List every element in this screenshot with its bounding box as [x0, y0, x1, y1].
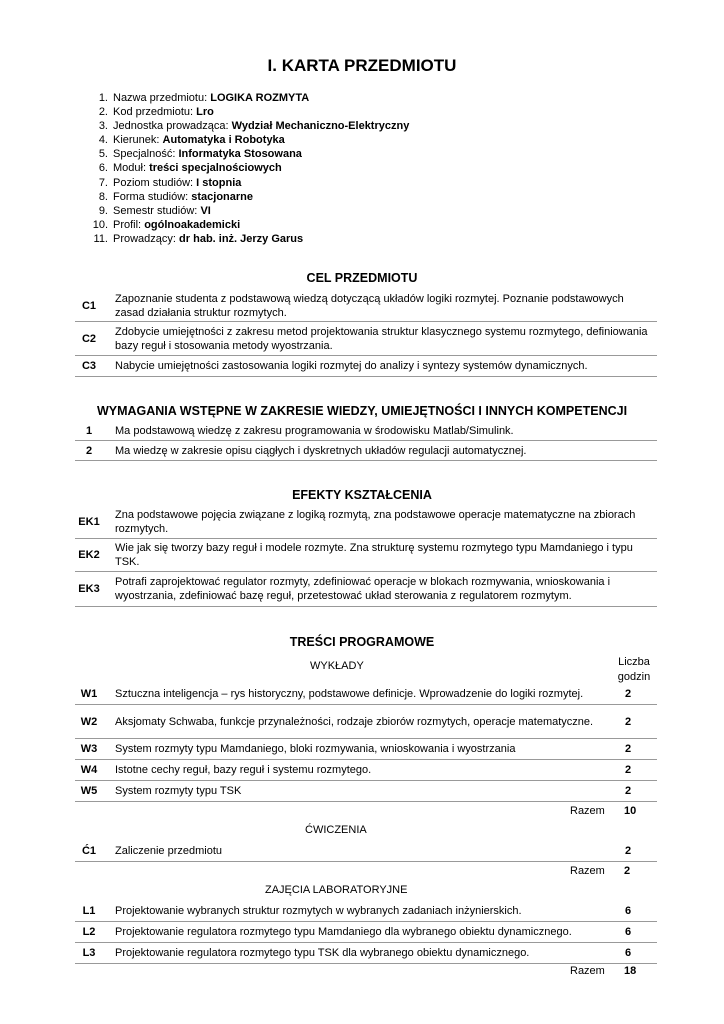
meta-item: 7. Poziom studiów: I stopnia — [98, 176, 242, 189]
table-row — [75, 760, 657, 781]
table-row — [75, 539, 657, 572]
section-title-wymagania: WYMAGANIA WSTĘPNE W ZAKRESIE WIEDZY, UMIEJĘTNOŚCI I INNYCH KOMPETENCJI — [96, 404, 628, 418]
row-text: Ma wiedzę w zakresie opisu ciągłych i dyskretnych układów regulacji automatycznej. — [115, 444, 527, 457]
table-row — [75, 739, 657, 760]
row-text: Ma podstawową wiedzę z zakresu programowania w środowisku Matlab/Simulink. — [115, 424, 514, 437]
row-code: W3 — [80, 743, 98, 755]
table-row — [75, 943, 657, 964]
meta-item: 10. Profil: ogólnoakademicki — [92, 218, 241, 231]
row-code: EK1 — [78, 516, 100, 528]
row-text: Aksjomaty Schwaba, funkcje przynależności, rodzaje zbiorów rozmytych, operacje matematyczne. — [115, 715, 594, 728]
row-code: Ć1 — [81, 845, 97, 857]
meta-item: 1. Nazwa przedmiotu: LOGIKA ROZMYTA — [98, 92, 310, 104]
table-row — [75, 441, 657, 461]
row-text: Zapoznanie studenta z podstawową wiedzą dotyczącą układów logiki rozmytej. Poznanie podstawowych zasad działania struktur rozmytych. — [115, 292, 624, 319]
meta-item: 2. Kod przedmiotu: Lro — [98, 106, 214, 119]
meta-item: 5. Specjalność: Informatyka Stosowana — [98, 148, 302, 161]
table-row — [75, 322, 657, 356]
row-text: Zdobycie umiejętności z zakresu metod projektowania struktur klasycznego systemu rozmytego, definiowania bazy reguł i stosowania metody wyostrzania. — [115, 325, 648, 352]
row-code: L1 — [82, 905, 96, 917]
row-code: 2 — [85, 444, 93, 457]
row-hours: 2 — [624, 688, 632, 700]
row-text: Sztuczna inteligencja – rys historyczny, podstawowe definicje. Wprowadzenie do logiki rozmytej. — [115, 688, 584, 700]
table-row — [75, 684, 657, 705]
total-label: Razem — [570, 965, 605, 977]
subsection-label-lab: ZAJĘCIA LABORATORYJNE — [265, 884, 408, 896]
meta-item: 6. Moduł: treści specjalnościowych — [98, 162, 282, 175]
row-text: Zna podstawowe pojęcia związane z logiką rozmytą, zna podstawowe operacje matematyczne na zbiorach rozmytych. — [115, 509, 636, 535]
table-row — [75, 705, 657, 739]
table-row — [75, 922, 657, 943]
row-hours: 2 — [624, 764, 632, 776]
row-code: 1 — [85, 424, 93, 437]
table-row — [75, 841, 657, 862]
subsection-label-wyklady: WYKŁADY — [310, 660, 364, 672]
table-row — [75, 290, 657, 322]
row-hours: 6 — [624, 926, 632, 938]
row-code: C1 — [81, 299, 97, 312]
table-row — [75, 506, 657, 539]
table-row — [75, 901, 657, 922]
total-value: 2 — [624, 865, 631, 877]
meta-item: 9. Semestr studiów: VI — [98, 204, 211, 217]
meta-item: 11. Prowadzący: dr hab. inż. Jerzy Garus — [93, 232, 304, 245]
row-text: Nabycie umiejętności zastosowania logiki rozmytej do analizy i syntezy systemów dynamicznych. — [115, 360, 588, 372]
document-title: I. KARTA PRZEDMIOTU — [267, 56, 457, 75]
course-metadata-list — [90, 91, 409, 246]
row-text: System rozmyty typu TSK — [115, 785, 242, 797]
meta-item: 8. Forma studiów: stacjonarne — [98, 190, 254, 203]
section-title-efekty: EFEKTY KSZTAŁCENIA — [292, 488, 432, 502]
row-code: W1 — [80, 688, 98, 700]
row-hours: 6 — [624, 905, 632, 917]
row-hours: 2 — [624, 845, 632, 857]
meta-item: 4. Kierunek: Automatyka i Robotyka — [98, 134, 285, 147]
row-code: W4 — [80, 764, 98, 776]
row-code: W5 — [80, 785, 98, 797]
table-row — [75, 356, 657, 377]
total-label: Razem — [570, 805, 605, 817]
row-text: Istotne cechy reguł, bazy reguł i systemu rozmytego. — [115, 764, 372, 776]
row-code: C2 — [81, 332, 97, 345]
row-code: C3 — [81, 360, 97, 372]
row-hours: 2 — [624, 715, 632, 728]
row-hours: 6 — [624, 947, 632, 959]
total-value: 10 — [624, 805, 637, 817]
row-code: EK2 — [78, 549, 100, 561]
row-code: L2 — [82, 926, 96, 938]
row-text: Wie jak się tworzy bazy reguł i modele rozmyte. Zna strukturę systemu rozmytego typu Mamdaniego i typu TSK. — [115, 542, 633, 568]
row-code: L3 — [82, 947, 96, 959]
row-hours: 2 — [624, 785, 632, 797]
row-text: System rozmyty typu Mamdaniego, bloki rozmywania, wnioskowania i wyostrzania — [115, 743, 516, 755]
row-text: Projektowanie regulatora rozmytego typu Mamdaniego dla wybranego obiektu dynamicznego. — [115, 926, 572, 938]
subsection-label-cwiczenia: ĆWICZENIA — [305, 824, 367, 836]
hours-column-header: Liczba godzin — [617, 656, 651, 683]
row-text: Projektowanie wybranych struktur rozmytych w wybranych zadaniach inżynierskich. — [115, 905, 522, 917]
row-code: EK3 — [78, 583, 100, 595]
table-row — [75, 572, 657, 607]
row-text: Projektowanie regulatora rozmytego typu TSK dla wybranego obiektu dynamicznego. — [115, 947, 530, 959]
row-text: Potrafi zaprojektować regulator rozmyty, zdefiniować operacje w blokach rozmywania, wnioskowania i wyostrzania, zdefiniować bazę reguł, przetestować układ sterowania z regulatorem rozmytym. — [115, 576, 611, 602]
total-value: 18 — [624, 965, 637, 977]
row-text: Zaliczenie przedmiotu — [115, 845, 222, 857]
table-row — [75, 781, 657, 802]
row-hours: 2 — [624, 743, 632, 755]
total-label: Razem — [570, 865, 605, 877]
section-title-tresci: TREŚCI PROGRAMOWE — [289, 635, 435, 649]
row-code: W2 — [80, 715, 98, 728]
table-row — [75, 421, 657, 441]
section-title-cel: CEL PRZEDMIOTU — [306, 271, 418, 285]
meta-item: 3. Jednostka prowadząca: Wydział Mechaniczno-Elektryczny — [98, 120, 410, 133]
